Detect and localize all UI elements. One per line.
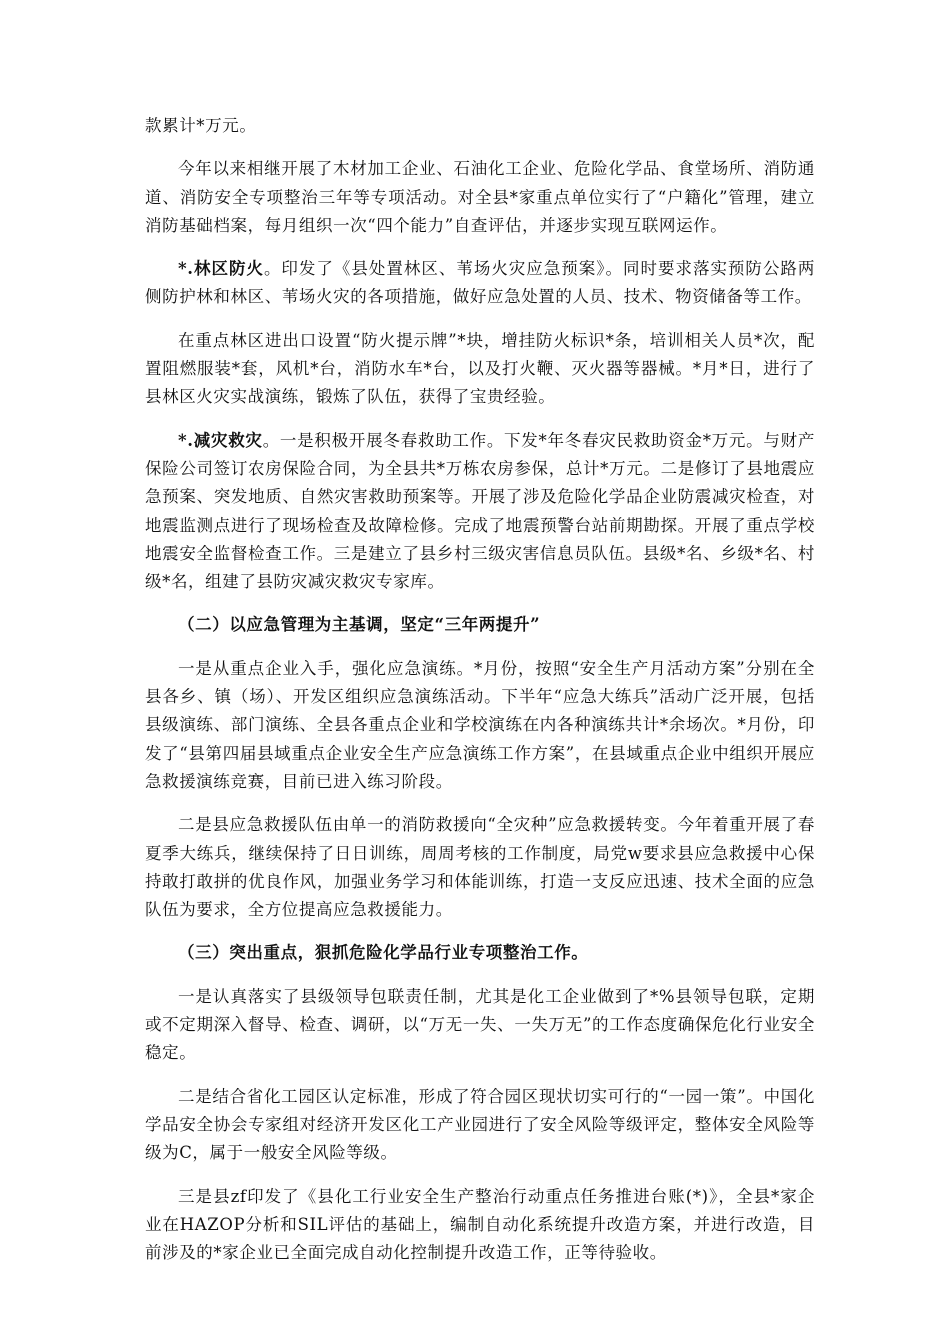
paragraph-automation-upgrade: 三是县zf印发了《县化工行业安全生产整治行动重点任务推进台账(*)》，全县*家企业在HAZOP分析和SIL评估的基础上，编制自动化系统提升改造方案，并进行改造，目前涉及的*家企业已全面完成自动化控制提升改造工作，正等待验收。 (145, 1186, 815, 1263)
paragraph-chemical-park: 二是结合省化工园区认定标准，形成了符合园区现状切实可行的“一园一策”。中国化学品安全协会专家组对经济开发区化工产业园进行了安全风险等级评定，整体安全风险等级为C，属于一般安全风险等级。 (145, 1086, 815, 1163)
paragraph-leader-responsibility: 一是认真落实了县级领导包联责任制，尤其是化工企业做到了*%县领导包联，定期或不定期深入督导、检查、调研，以“万无一失、一失万无”的工作态度确保危化行业安全稳定。 (145, 986, 815, 1063)
section-lead-disaster-relief: *.减灾救灾 (178, 430, 263, 450)
paragraph-special-campaigns: 今年以来相继开展了木材加工企业、石油化工企业、危险化学品、食堂场所、消防通道、消防安全专项整治三年等专项活动。对全县*家重点单位实行了“户籍化”管理，建立消防基础档案，每月组织一次“四个能力”自查评估，并逐步实现互联网运作。 (145, 159, 815, 235)
paragraph-funding-total: 款累计*万元。 (145, 116, 257, 135)
paragraph-fire-signs: 在重点林区进出口设置“防火提示牌”*块，增挂防火标识*条，培训相关人员*次，配置阻燃服装*套，风机*台，消防水车*台，以及打火鞭、灭火器等器械。*月*日，进行了县林区火灾实战演练，锻炼了队伍，获得了宝贵经验。 (145, 330, 815, 407)
paragraph-rescue-team: 二是县应急救援队伍由单一的消防救援向“全灾种”应急救援转变。今年着重开展了春夏季大练兵，继续保持了日日训练，周周考核的工作制度，局党w要求县应急救援中心保持敢打敢拼的优良作风，加强业务学习和体能训练，打造一支反应迅速、技术全面的应急队伍为要求，全方位提高应急救援能力。 (145, 815, 815, 920)
paragraph-disaster-relief-body: 。一是积极开展冬春救助工作。下发*年冬春灾民救助资金*万元。与财产保险公司签订农房保险合同，为全县共*万栋农房参保，总计*万元。二是修订了县地震应急预案、突发地质、自然灾害救助预案等。开展了涉及危险化学品企业防震减灾检查，对地震监测点进行了现场检查及故障检修。完成了地震预警台站前期勘探。开展了重点学校地震安全监督检查工作。三是建立了县乡村三级灾害信息员队伍。县级*名、乡级*名、村级*名，组建了县防灾减灾救灾专家库。 (145, 430, 815, 592)
document-page (145, 112, 815, 1282)
paragraph-emergency-drills: 一是从重点企业入手，强化应急演练。*月份，按照“安全生产月活动方案”分别在全县各乡、镇（场）、开发区组织应急演练活动。下半年“应急大练兵”活动广泛开展，包括县级演练、部门演练、全县各重点企业和学校演练在内各种演练共计*余场次。*月份，印发了“县第四届县域重点企业安全生产应急演练工作方案”，在县域重点企业中组织开展应急救援演练竞赛，目前已进入练习阶段。 (145, 658, 815, 791)
section-heading-hazardous-chemicals: （三）突出重点，狠抓危险化学品行业专项整治工作。 (178, 943, 589, 963)
section-heading-emergency-management: （二）以应急管理为主基调，坚定“三年两提升” (178, 615, 541, 635)
paragraph-forest-fire (145, 255, 815, 312)
section-lead-forest-fire: *.林区防火 (178, 259, 264, 279)
paragraph-disaster-relief (145, 427, 815, 597)
paragraph-forest-fire-body: 。印发了《县处置林区、苇场火灾应急预案》。同时要求落实预防公路两侧防护林和林区、苇场火灾的各项措施，做好应急处置的人员、技术、物资储备等工作。 (145, 259, 815, 307)
